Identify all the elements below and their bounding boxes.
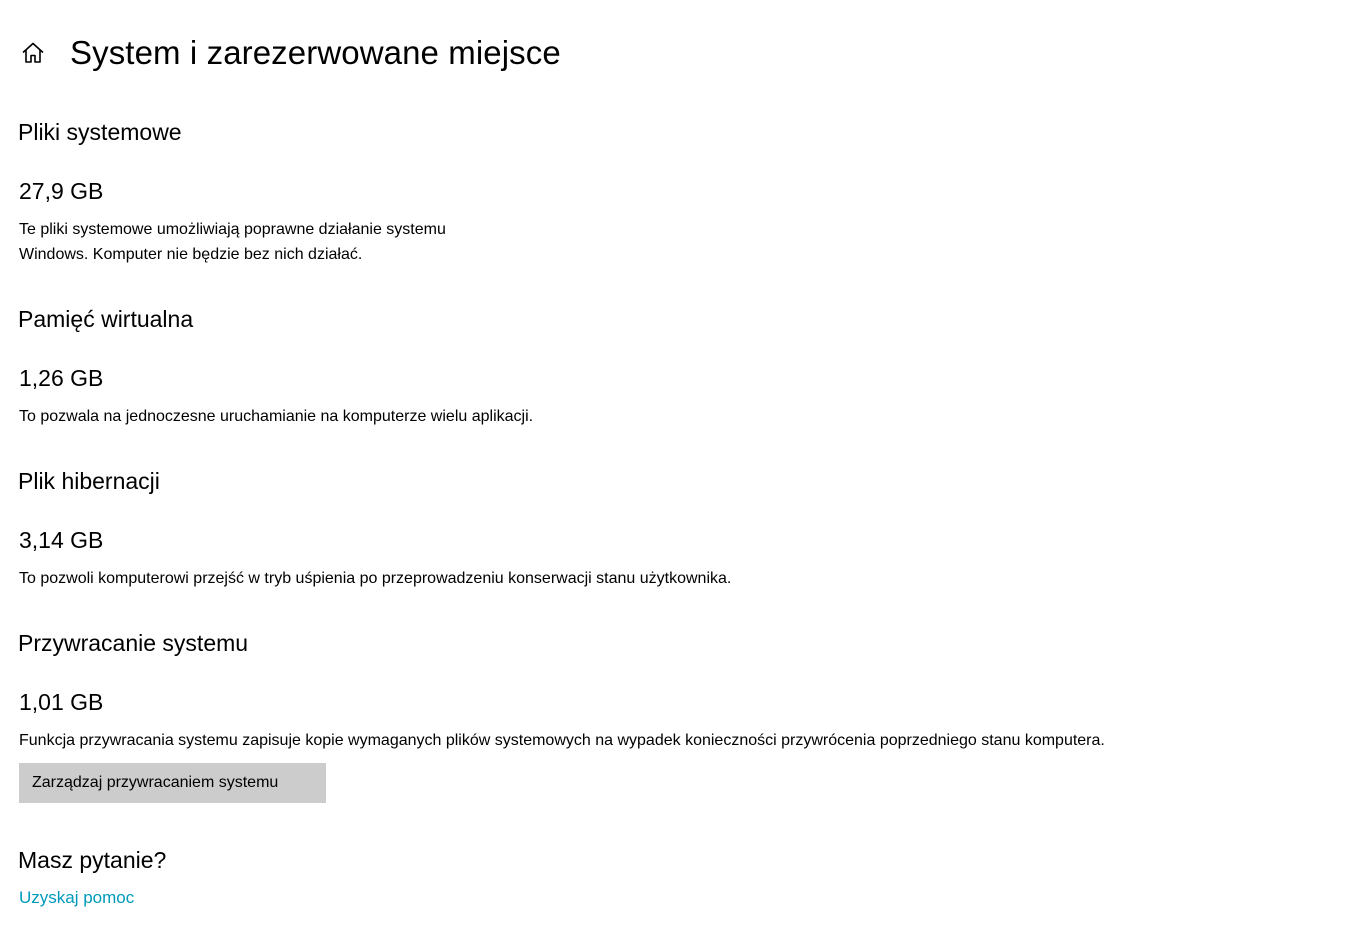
manage-system-restore-button[interactable]: Zarządzaj przywracaniem systemu	[19, 763, 326, 803]
section-description-line: Te pliki systemowe umożliwiają poprawne działanie systemu	[19, 221, 446, 238]
section-hibernation-file	[18, 466, 732, 587]
page-header	[18, 28, 561, 78]
page-title: System i zarezerwowane miejsce	[70, 34, 561, 71]
section-description-line: To pozwoli komputerowi przejść w tryb uśpienia po przeprowadzeniu konserwacji stanu użytkownika.	[19, 570, 732, 587]
section-virtual-memory	[18, 304, 534, 425]
section-description-line: To pozwala na jednoczesne uruchamianie na komputerze wielu aplikacji.	[19, 408, 534, 425]
section-size: 1,01 GB	[19, 689, 104, 715]
section-title: Pliki systemowe	[18, 119, 182, 145]
section-size: 3,14 GB	[19, 527, 104, 553]
section-title: Pamięć wirtualna	[18, 306, 194, 332]
section-description-line: Windows. Komputer nie będzie bez nich działać.	[19, 246, 363, 263]
section-description-line: Funkcja przywracania systemu zapisuje kopie wymaganych plików systemowych na wypadek konieczności przywrócenia poprzedniego stanu komputera.	[19, 732, 1105, 749]
section-size: 27,9 GB	[19, 178, 104, 204]
help-title: Masz pytanie?	[18, 847, 167, 873]
home-icon[interactable]	[18, 38, 48, 68]
section-system-restore	[18, 628, 1105, 749]
section-size: 1,26 GB	[19, 365, 104, 391]
section-title: Przywracanie systemu	[18, 630, 249, 656]
section-system-files	[18, 117, 446, 263]
get-help-link[interactable]: Uzyskaj pomoc	[19, 888, 135, 907]
section-title: Plik hibernacji	[18, 468, 160, 494]
